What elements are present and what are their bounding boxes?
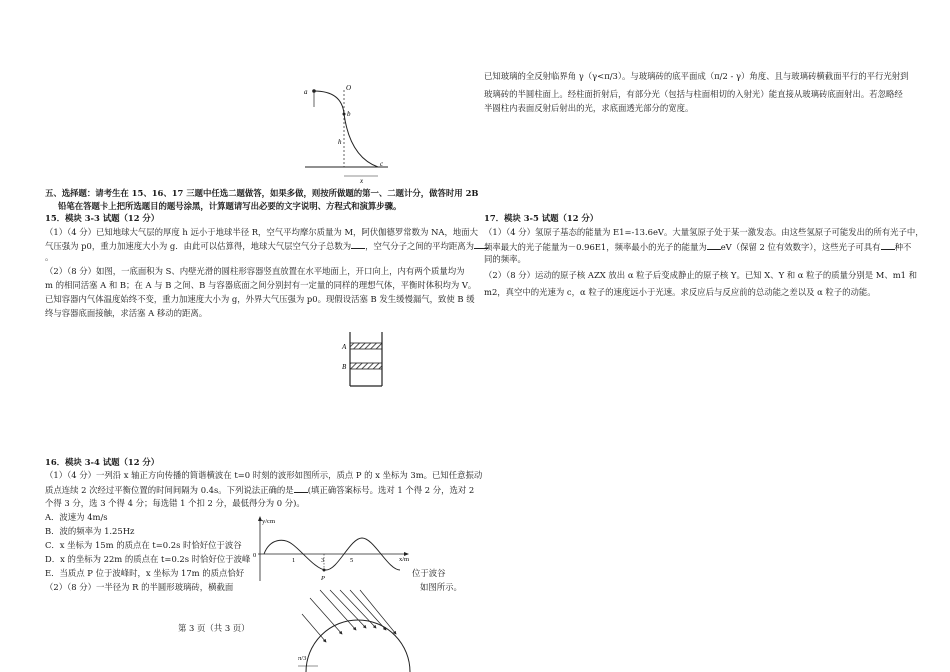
q16-p2-tail: 如图所示。 (420, 582, 462, 592)
wave-ylabel: y/cm (262, 518, 275, 525)
wave-origin: 0 (253, 552, 257, 559)
section5-line2: 铅笔在答题卡上把所选题目的题号涂黑，计算题请写出必要的文字说明、方程式和演算步骤。 (58, 201, 402, 211)
q16-p1-line2a: 质点连续 2 次经过平衡位置的时间间隔为 0.4s。下列说法正确的是 (45, 485, 294, 495)
q16-p1-line2 (45, 483, 474, 496)
q16-p1-line3: 个得 3 分，选 3 个得 4 分；每选错 1 个扣 2 分，最低得分为 0 分)。 (45, 498, 305, 508)
q16-option: C．x 坐标为 15m 的质点在 t=0.2s 时恰好位于波谷 (45, 540, 242, 550)
q16-option: D．x 的坐标为 22m 的质点在 t=0.2s 时恰好位于波峰 (45, 554, 251, 564)
answer-blank (294, 483, 308, 493)
q16-p2-line1: （2）（8 分）一半径为 R 的半圆形玻璃砖，横截面 (45, 582, 234, 592)
q15-p1-line2 (45, 239, 488, 252)
answer-blank (707, 240, 721, 250)
q17-p1-line3: 同的频率。 (484, 254, 526, 264)
q15-p1-line3: 。 (45, 252, 54, 262)
q16-option: B．波的频率为 1.25Hz (45, 526, 135, 536)
right-cont-line1: 已知玻璃的全反射临界角 γ（γ<π/3）。与玻璃砖的底平面成（π/2 - γ）角度、且与玻璃砖横截面平行的平行光射到 (484, 71, 909, 81)
label-c: c (380, 160, 384, 168)
wave-xlabel: x/m (399, 556, 410, 563)
q17-title: 17．模块 3-5 试题（12 分） (484, 213, 599, 223)
q16-p1-line1: （1）（4 分）一列沿 x 轴正方向传播的简谐横波在 t=0 时刻的波形如图所示，质点 P 的 x 坐标为 3m。已知任意振动 (45, 470, 483, 480)
q16-option-e-tail: 位于波谷 (412, 568, 446, 578)
wave-tick: 3 (321, 557, 325, 564)
wave-graph (248, 513, 416, 585)
q17-p1-line2 (484, 240, 911, 253)
label-x: x (360, 177, 364, 184)
answer-blank (351, 239, 365, 249)
q15-p2-line3: 已知容器内气体温度始终不变，重力加速度大小为 g，外界大气压强为 p0。现假设活塞 B 发生缓慢漏气，致使 B 缓 (45, 294, 475, 304)
q16-option: A．波速为 4m/s (45, 512, 108, 522)
piston-a (350, 343, 382, 349)
right-cont-line3: 半圆柱内表面反射后射出的光，求底面透光部分的宽度。 (484, 103, 694, 113)
q17-p1-line2b: eV（保留 2 位有效数字），这些光子可具有 (720, 242, 881, 252)
wave-tick: 5 (350, 557, 354, 564)
label-piston-a: A (342, 343, 347, 351)
point-p (323, 569, 326, 572)
section5-line1: 五、选择题：请考生在 15、16、17 三题中任选二题做答，如果多做，则按所做题的第一、二题计分，做答时用 2B (45, 188, 479, 198)
label-piston-b: B (342, 363, 347, 371)
angle-label: π/3 (298, 655, 307, 662)
point-b (343, 113, 346, 116)
semicircle-glass (306, 620, 410, 672)
wave-tick: 1 (292, 557, 296, 564)
piston-b (350, 363, 382, 369)
label-a: a (304, 88, 308, 96)
light-ray (302, 614, 326, 642)
q15-p1-line2a: 气压强为 p0，重力加速度大小为 g．由此可以估算得，地球大气层空气分子总数为 (45, 241, 352, 251)
q16-option: E．当质点 P 位于波峰时，x 坐标为 17m 的质点恰好 (45, 568, 245, 578)
glass-brick-figure (296, 586, 411, 672)
cylinder-figure (338, 330, 390, 390)
q17-p1-line2a: 频率最大的光子能量为－0.96E1，频率最小的光子的能量为 (484, 242, 707, 252)
label-b: b (347, 110, 351, 118)
right-cont-line2: 玻璃砖的半圆柱面上。经柱面折射后，有部分光（包括与柱面相切的入射光）能直接从玻璃砖底面射出。若忽略经 (484, 89, 903, 99)
light-ray (350, 590, 386, 630)
track-curve (314, 91, 378, 167)
q17-p2-line1: （2）（8 分）运动的原子核 AZX 放出 α 粒子后变成静止的原子核 Y。已知 X、Y 和 α 粒子的质量分别是 M、m1 和 (484, 270, 918, 280)
q17-p1-line2c: 种不 (894, 242, 912, 252)
q17-p1-line1: （1）（4 分）氢原子基态的能量为 E1=-13.6eV。大量氢原子处于某一激发态。由这些氢原子可能发出的所有光子中， (484, 227, 924, 237)
light-ray (340, 590, 376, 628)
page-footer: 第 3 页（共 3 页） (178, 623, 250, 633)
light-ray (330, 590, 366, 628)
q15-title: 15．模块 3-3 试题（12 分） (45, 213, 160, 223)
q15-p2-line2: m 的相同活塞 A 和 B；在 A 与 B 之间、B 与容器底面之间分别封有一定量的同样的理想气体，平衡时体积均为 V。 (45, 280, 477, 290)
q16-title: 16．模块 3-4 试题（12 分） (45, 457, 160, 467)
q17-p2-line2: m2，真空中的光速为 c，α 粒子的速度远小于光速。求反应后与反应前的总动能之差以及 α 粒子的动能。 (484, 287, 876, 297)
q15-p1-line1: （1）（4 分）已知地球大气层的厚度 h 远小于地球半径 R，空气平均摩尔质量为 M，阿伏伽德罗常数为 NA，地面大 (45, 227, 478, 237)
q16-p1-line2b: (填正确答案标号。选对 1 个得 2 分，选对 2 (307, 485, 475, 495)
q15-p2-line1: （2）（8 分）如图，一底面积为 S、内壁光滑的圆柱形容器竖直放置在水平地面上，开口向上，内有两个质量均为 (45, 266, 465, 276)
answer-blank (881, 240, 895, 250)
track-figure (300, 82, 392, 184)
label-o: O (346, 84, 352, 92)
label-h: h (338, 138, 342, 146)
q15-p1-line2b: ，空气分子之间的平均距离为 (365, 241, 474, 251)
wave-label-p: P (321, 575, 325, 582)
q15-p2-line4: 终与容器底面接触，求活塞 A 移动的距离。 (45, 308, 208, 318)
